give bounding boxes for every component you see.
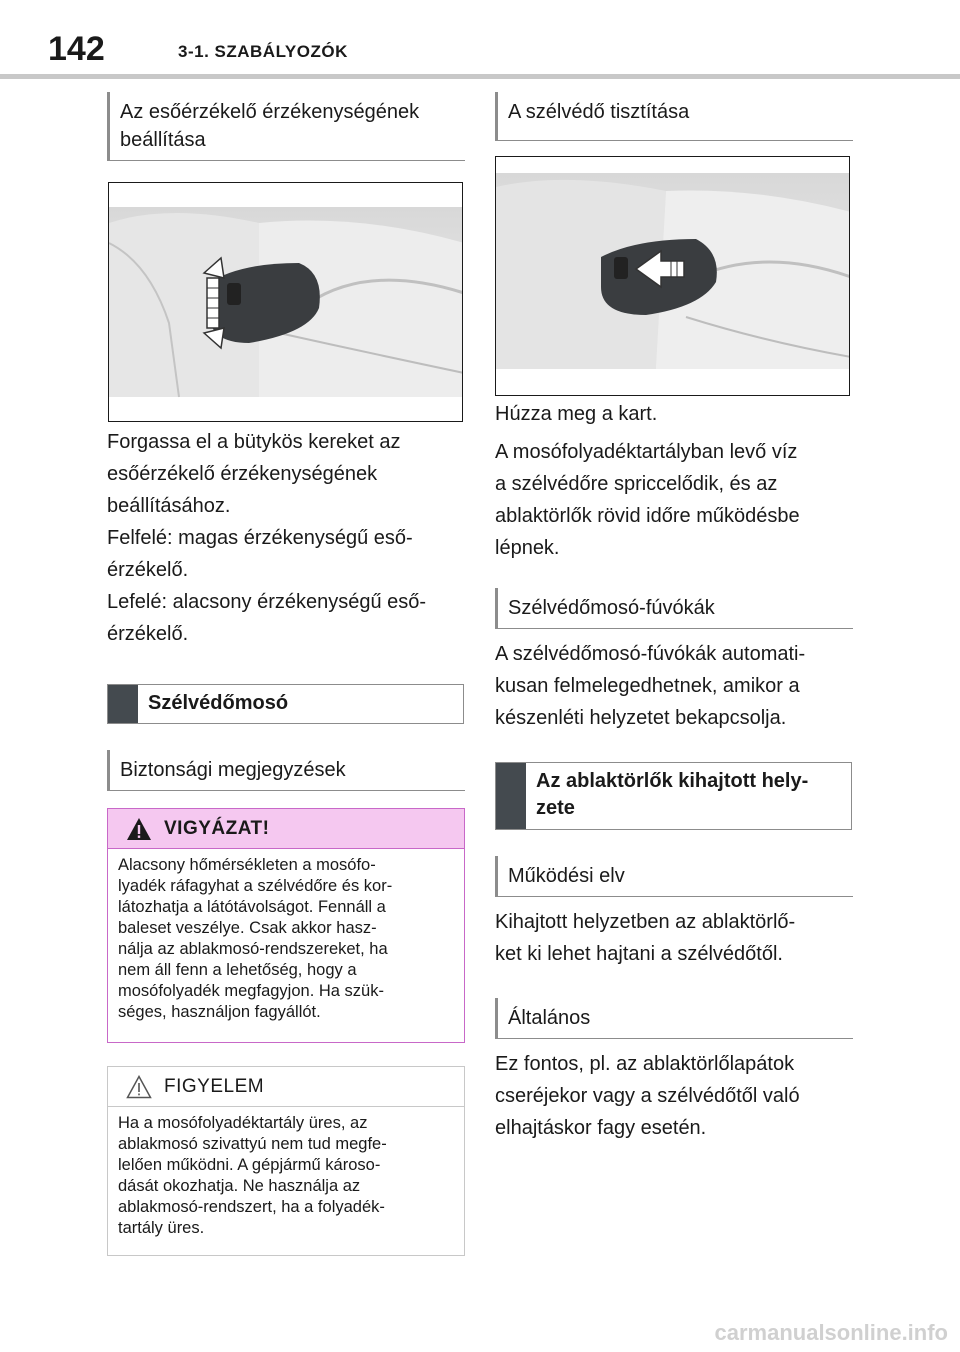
text-line: Felfelé: magas érzékenységű eső- [107,527,413,549]
notice-body [108,1107,464,1245]
text-line: Kihajtott helyzetben az ablaktörlő- [495,911,796,933]
notice-box [107,1066,465,1256]
text-line: Alacsony hőmérsékleten a mosófo- [118,856,376,874]
warning-body [108,849,464,1029]
text-line: lépnek. [495,537,560,559]
text-line: Ez fontos, pl. az ablaktörlőlapátok [495,1053,795,1075]
page-header [0,0,960,82]
notice-header [108,1067,464,1107]
text-line: látozhatja a látótávolságot. Fennáll a [118,898,386,916]
text-line: ablakmosó-rendszert, ha a folyadék- [118,1198,385,1216]
section-marker [496,763,526,829]
text-line: Forgassa el a bütykös kereket az [107,431,401,453]
subhead-general [495,998,853,1039]
para-washer-action [495,436,853,564]
watermark: carmanualsonline.info [714,1320,948,1345]
text-line: mosófolyadék megfagyjon. Ha szük- [118,982,384,1000]
subhead-principle [495,856,853,897]
header-rule [0,74,960,79]
warning-box [107,808,465,1043]
text-line: esőérzékelő érzékenységének [107,463,378,485]
text-line: érzékelő. [107,623,189,645]
text-line: ablaktörlők rövid időre működésbe [495,505,800,527]
para-rotate-wheel [107,426,465,522]
notice-title: FIGYELEM [164,1075,265,1097]
text-line: Húzza meg a kart. [495,403,658,425]
subhead-line: Az esőérzékelő érzékenységének [120,101,420,123]
caution-triangle-icon [126,1075,152,1099]
subhead-line: Általános [508,1007,591,1029]
para-general [495,1048,853,1144]
chapter-title: 3-1. SZABÁLYOZÓK [178,42,348,61]
section-title [526,763,818,829]
text-line: lelően működni. A gépjármű károso- [118,1156,381,1174]
text-line: ablakmosó szivattyú nem tud megfe- [118,1135,387,1153]
para-up [107,522,465,586]
text-line: Az ablaktörlők kihajtott hely- [536,770,809,792]
warning-title: VIGYÁZAT! [164,817,270,839]
text-line: A mosófolyadéktartályban levő víz [495,441,798,463]
text-line: séges, használjon fagyállót. [118,1003,321,1021]
text-line: ket ki lehet hajtani a szélvédőtől. [495,943,783,965]
para-nozzles [495,638,853,734]
para-principle [495,906,853,970]
text-line: tartály üres. [118,1219,205,1237]
page-number: 142 [48,30,105,68]
para-pull-lever [495,398,853,430]
text-line: nálja az ablakmosó-rendszereket, ha [118,940,388,958]
section-wiper-foldout [495,762,852,830]
text-line: baleset veszélye. Csak akkor hasz- [118,919,377,937]
section-marker [108,685,138,723]
warning-triangle-icon [126,817,152,841]
text-line: Ha a mosófolyadéktartály üres, az [118,1114,368,1132]
subhead-line: A szélvédő tisztítása [508,101,690,123]
text-line: dását okozhatja. Ne használja az [118,1177,361,1195]
subhead-line: Működési elv [508,865,625,887]
figure-washer-lever [495,156,850,396]
warning-header [108,809,464,849]
subhead-cleaning [495,92,853,141]
subhead-safety [107,750,465,791]
figure-rain-sensor-wheel [108,182,463,422]
subhead-line: Biztonsági megjegyzések [120,759,346,781]
subhead-nozzles [495,588,853,629]
section-washer [107,684,464,724]
text-line: Lefelé: alacsony érzékenységű eső- [107,591,427,613]
text-line: lyadék ráfagyhat a szélvédőre és kor- [118,877,393,895]
text-line: készenléti helyzetet bekapcsolja. [495,707,787,729]
text-line: elhajtáskor fagy esetén. [495,1117,707,1139]
text-line: beállításához. [107,495,231,517]
text-line: A szélvédőmosó-fúvókák automati- [495,643,806,665]
text-line: kusan felmelegedhetnek, amikor a [495,675,800,697]
text-line: a szélvédőre spriccelődik, és az [495,473,778,495]
rain-sensor-illustration [109,183,463,422]
subhead-line: Szélvédőmosó-fúvókák [508,597,715,619]
section-title: Szélvédőmosó [148,692,289,714]
subhead-rain-sensor [107,92,465,161]
text-line: cseréjekor vagy a szélvédőtől való [495,1085,800,1107]
subhead-line: beállítása [120,129,206,151]
text-line: zete [536,797,575,819]
text-line: nem áll fenn a lehetőség, hogy a [118,961,357,979]
text-line: érzékelő. [107,559,189,581]
para-down [107,586,465,650]
washer-lever-illustration [496,157,850,396]
